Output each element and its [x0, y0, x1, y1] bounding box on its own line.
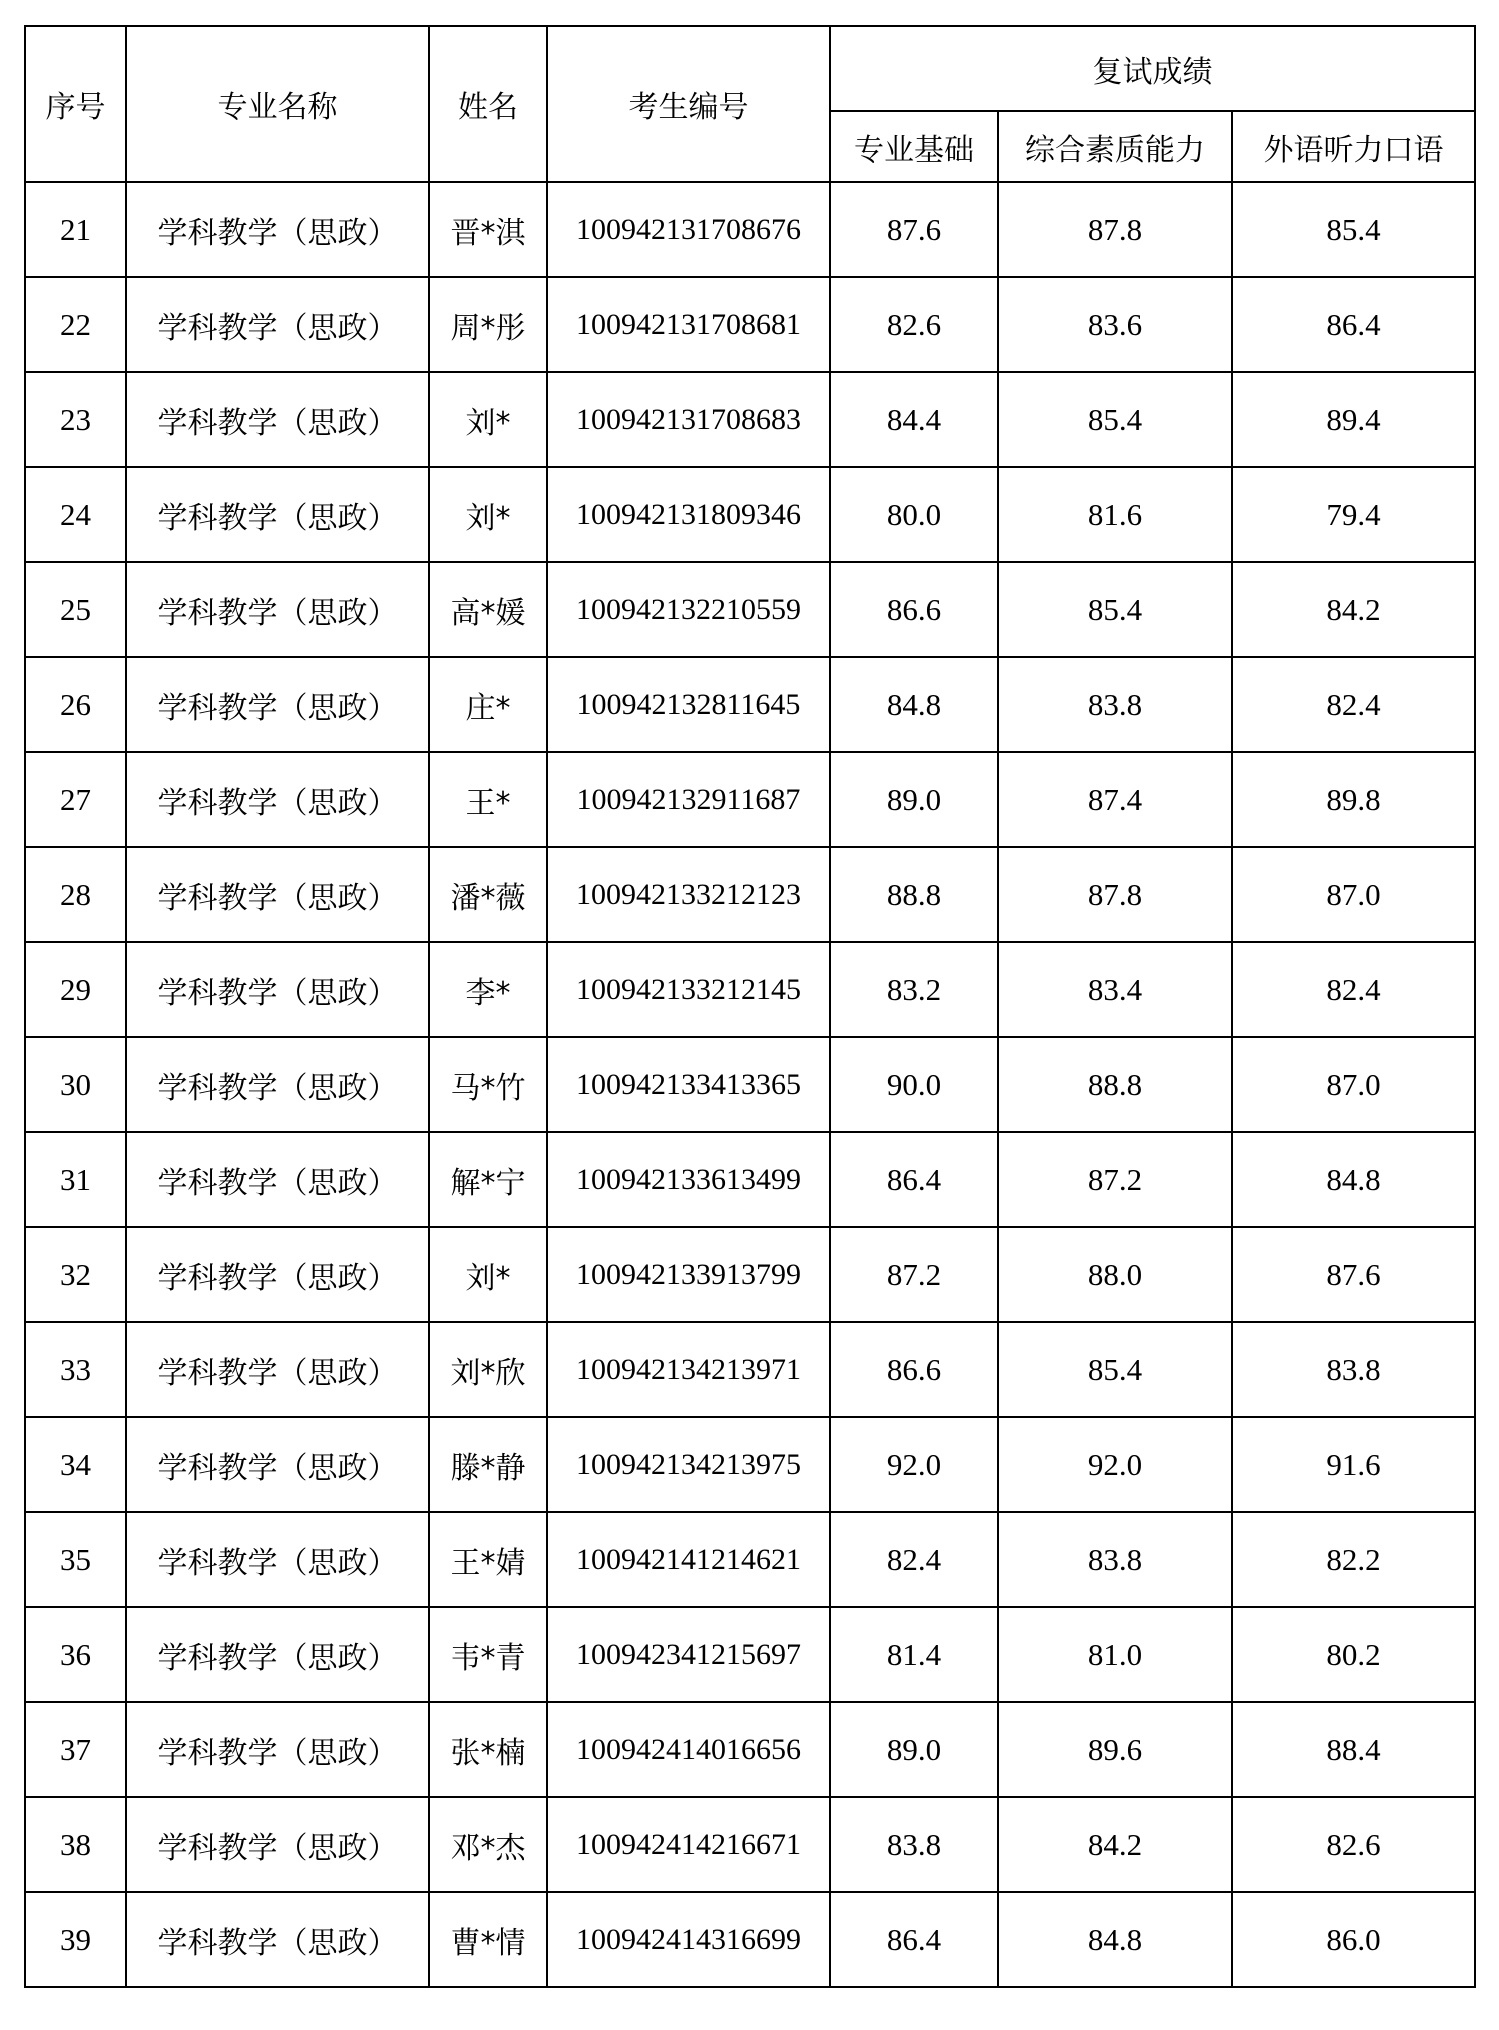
cell-exam-id: 100942134213971 — [547, 1322, 830, 1417]
cell-score-professional: 86.6 — [830, 562, 998, 657]
cell-seq: 38 — [25, 1797, 126, 1892]
cell-exam-id: 100942134213975 — [547, 1417, 830, 1512]
cell-name: 刘* — [429, 467, 547, 562]
cell-major: 学科教学（思政） — [126, 1797, 429, 1892]
cell-name: 刘*欣 — [429, 1322, 547, 1417]
cell-seq: 30 — [25, 1037, 126, 1132]
cell-score-comprehensive: 87.8 — [998, 847, 1232, 942]
cell-exam-id: 100942131708683 — [547, 372, 830, 467]
cell-seq: 33 — [25, 1322, 126, 1417]
cell-score-comprehensive: 87.8 — [998, 182, 1232, 277]
cell-score-professional: 86.6 — [830, 1322, 998, 1417]
cell-score-professional: 83.8 — [830, 1797, 998, 1892]
cell-score-language: 87.0 — [1232, 1037, 1475, 1132]
cell-score-language: 84.8 — [1232, 1132, 1475, 1227]
header-seq: 序号 — [25, 26, 126, 182]
cell-score-language: 83.8 — [1232, 1322, 1475, 1417]
cell-score-comprehensive: 87.4 — [998, 752, 1232, 847]
cell-major: 学科教学（思政） — [126, 372, 429, 467]
cell-seq: 37 — [25, 1702, 126, 1797]
table-row — [25, 1607, 1475, 1702]
cell-score-professional: 86.4 — [830, 1892, 998, 1987]
table-row — [25, 1322, 1475, 1417]
cell-major: 学科教学（思政） — [126, 1037, 429, 1132]
cell-exam-id: 100942133413365 — [547, 1037, 830, 1132]
cell-score-language: 82.4 — [1232, 657, 1475, 752]
cell-name: 王*婧 — [429, 1512, 547, 1607]
cell-exam-id: 100942341215697 — [547, 1607, 830, 1702]
cell-score-professional: 90.0 — [830, 1037, 998, 1132]
cell-exam-id: 100942414016656 — [547, 1702, 830, 1797]
table-row — [25, 1227, 1475, 1322]
cell-seq: 32 — [25, 1227, 126, 1322]
header-retest-group: 复试成绩 — [830, 26, 1475, 111]
cell-seq: 21 — [25, 182, 126, 277]
cell-seq: 29 — [25, 942, 126, 1037]
cell-score-comprehensive: 88.8 — [998, 1037, 1232, 1132]
cell-seq: 25 — [25, 562, 126, 657]
cell-score-language: 82.4 — [1232, 942, 1475, 1037]
cell-major: 学科教学（思政） — [126, 1702, 429, 1797]
cell-seq: 34 — [25, 1417, 126, 1512]
cell-seq: 27 — [25, 752, 126, 847]
header-row-top — [25, 26, 1475, 111]
cell-score-comprehensive: 83.8 — [998, 1512, 1232, 1607]
cell-score-language: 91.6 — [1232, 1417, 1475, 1512]
cell-score-professional: 84.8 — [830, 657, 998, 752]
cell-seq: 36 — [25, 1607, 126, 1702]
table-row — [25, 562, 1475, 657]
cell-score-professional: 87.2 — [830, 1227, 998, 1322]
cell-exam-id: 100942131708676 — [547, 182, 830, 277]
header-exam-id: 考生编号 — [547, 26, 830, 182]
cell-name: 李* — [429, 942, 547, 1037]
cell-score-comprehensive: 85.4 — [998, 372, 1232, 467]
table-row — [25, 372, 1475, 467]
cell-score-language: 88.4 — [1232, 1702, 1475, 1797]
cell-seq: 39 — [25, 1892, 126, 1987]
table-row — [25, 1512, 1475, 1607]
cell-major: 学科教学（思政） — [126, 277, 429, 372]
cell-major: 学科教学（思政） — [126, 1417, 429, 1512]
cell-name: 刘* — [429, 1227, 547, 1322]
cell-name: 潘*薇 — [429, 847, 547, 942]
cell-exam-id: 100942141214621 — [547, 1512, 830, 1607]
cell-name: 周*彤 — [429, 277, 547, 372]
cell-score-language: 89.4 — [1232, 372, 1475, 467]
cell-score-professional: 82.6 — [830, 277, 998, 372]
table-row — [25, 277, 1475, 372]
table-row — [25, 657, 1475, 752]
header-name: 姓名 — [429, 26, 547, 182]
cell-major: 学科教学（思政） — [126, 1227, 429, 1322]
cell-exam-id: 100942133613499 — [547, 1132, 830, 1227]
cell-seq: 35 — [25, 1512, 126, 1607]
cell-score-comprehensive: 88.0 — [998, 1227, 1232, 1322]
cell-score-comprehensive: 84.8 — [998, 1892, 1232, 1987]
table-body — [25, 182, 1475, 1987]
cell-major: 学科教学（思政） — [126, 1322, 429, 1417]
cell-major: 学科教学（思政） — [126, 657, 429, 752]
cell-exam-id: 100942132911687 — [547, 752, 830, 847]
cell-score-professional: 89.0 — [830, 1702, 998, 1797]
cell-score-language: 89.8 — [1232, 752, 1475, 847]
table-row — [25, 1892, 1475, 1987]
cell-name: 张*楠 — [429, 1702, 547, 1797]
cell-score-comprehensive: 92.0 — [998, 1417, 1232, 1512]
cell-major: 学科教学（思政） — [126, 467, 429, 562]
cell-score-language: 84.2 — [1232, 562, 1475, 657]
header-subject-professional: 专业基础 — [830, 111, 998, 182]
cell-seq: 23 — [25, 372, 126, 467]
cell-exam-id: 100942414316699 — [547, 1892, 830, 1987]
table-row — [25, 752, 1475, 847]
cell-exam-id: 100942132811645 — [547, 657, 830, 752]
cell-name: 王* — [429, 752, 547, 847]
cell-seq: 31 — [25, 1132, 126, 1227]
table-row — [25, 1797, 1475, 1892]
cell-score-language: 82.2 — [1232, 1512, 1475, 1607]
table-row — [25, 182, 1475, 277]
cell-score-professional: 81.4 — [830, 1607, 998, 1702]
cell-major: 学科教学（思政） — [126, 942, 429, 1037]
cell-major: 学科教学（思政） — [126, 847, 429, 942]
cell-major: 学科教学（思政） — [126, 1607, 429, 1702]
cell-score-professional: 80.0 — [830, 467, 998, 562]
cell-score-professional: 84.4 — [830, 372, 998, 467]
cell-name: 庄* — [429, 657, 547, 752]
cell-score-language: 86.0 — [1232, 1892, 1475, 1987]
cell-name: 晋*淇 — [429, 182, 547, 277]
cell-seq: 26 — [25, 657, 126, 752]
cell-name: 滕*静 — [429, 1417, 547, 1512]
cell-major: 学科教学（思政） — [126, 1132, 429, 1227]
table-row — [25, 1037, 1475, 1132]
cell-name: 邓*杰 — [429, 1797, 547, 1892]
cell-seq: 28 — [25, 847, 126, 942]
table-row — [25, 847, 1475, 942]
score-table — [24, 25, 1476, 1988]
cell-name: 高*媛 — [429, 562, 547, 657]
cell-score-language: 85.4 — [1232, 182, 1475, 277]
cell-score-comprehensive: 83.6 — [998, 277, 1232, 372]
cell-exam-id: 100942131708681 — [547, 277, 830, 372]
cell-exam-id: 100942132210559 — [547, 562, 830, 657]
cell-name: 解*宁 — [429, 1132, 547, 1227]
cell-score-comprehensive: 89.6 — [998, 1702, 1232, 1797]
cell-score-comprehensive: 83.8 — [998, 657, 1232, 752]
cell-name: 韦*青 — [429, 1607, 547, 1702]
cell-name: 刘* — [429, 372, 547, 467]
cell-score-language: 87.6 — [1232, 1227, 1475, 1322]
header-subject-language: 外语听力口语 — [1232, 111, 1475, 182]
header-major: 专业名称 — [126, 26, 429, 182]
cell-exam-id: 100942133212123 — [547, 847, 830, 942]
cell-exam-id: 100942414216671 — [547, 1797, 830, 1892]
cell-score-professional: 86.4 — [830, 1132, 998, 1227]
table-row — [25, 1417, 1475, 1512]
cell-score-language: 87.0 — [1232, 847, 1475, 942]
cell-score-professional: 88.8 — [830, 847, 998, 942]
table-row — [25, 467, 1475, 562]
header-subject-comprehensive: 综合素质能力 — [998, 111, 1232, 182]
cell-major: 学科教学（思政） — [126, 182, 429, 277]
cell-score-professional: 82.4 — [830, 1512, 998, 1607]
cell-score-professional: 89.0 — [830, 752, 998, 847]
cell-score-language: 82.6 — [1232, 1797, 1475, 1892]
cell-score-language: 80.2 — [1232, 1607, 1475, 1702]
cell-seq: 22 — [25, 277, 126, 372]
table-row — [25, 1132, 1475, 1227]
cell-score-comprehensive: 84.2 — [998, 1797, 1232, 1892]
cell-name: 曹*情 — [429, 1892, 547, 1987]
cell-seq: 24 — [25, 467, 126, 562]
cell-score-comprehensive: 83.4 — [998, 942, 1232, 1037]
cell-score-comprehensive: 85.4 — [998, 562, 1232, 657]
table-row — [25, 942, 1475, 1037]
cell-score-comprehensive: 81.0 — [998, 1607, 1232, 1702]
cell-score-professional: 87.6 — [830, 182, 998, 277]
cell-major: 学科教学（思政） — [126, 1512, 429, 1607]
cell-score-language: 79.4 — [1232, 467, 1475, 562]
cell-exam-id: 100942131809346 — [547, 467, 830, 562]
cell-score-comprehensive: 87.2 — [998, 1132, 1232, 1227]
cell-score-comprehensive: 85.4 — [998, 1322, 1232, 1417]
cell-exam-id: 100942133913799 — [547, 1227, 830, 1322]
cell-score-language: 86.4 — [1232, 277, 1475, 372]
cell-major: 学科教学（思政） — [126, 752, 429, 847]
cell-major: 学科教学（思政） — [126, 1892, 429, 1987]
cell-exam-id: 100942133212145 — [547, 942, 830, 1037]
cell-major: 学科教学（思政） — [126, 562, 429, 657]
table-row — [25, 1702, 1475, 1797]
cell-score-professional: 92.0 — [830, 1417, 998, 1512]
cell-score-comprehensive: 81.6 — [998, 467, 1232, 562]
cell-score-professional: 83.2 — [830, 942, 998, 1037]
cell-name: 马*竹 — [429, 1037, 547, 1132]
